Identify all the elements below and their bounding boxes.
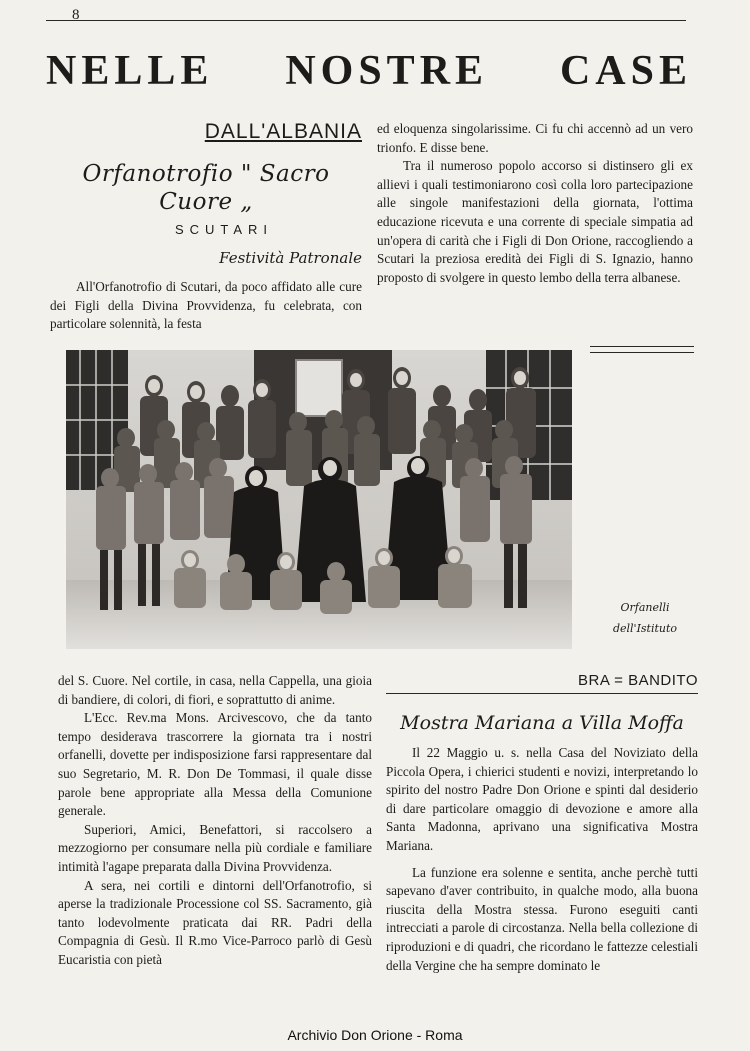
paragraph: del S. Cuore. Nel cortile, in casa, nella Cappella, una gioia di bandiere, di colori, di fiori, e soprattutto di anime.: [58, 673, 372, 707]
paragraph: L'Ecc. Rev.ma Mons. Arcivescovo, che da tanto tempo desiderava trascorrere la giornata tra i nostri orfanelli, dovette per indisposizione farsi rappresentare dal suo Segretario, M. R. Don De Tommasi, il quale disse parole bene appropriate alla Messa della Comunione generale.: [58, 710, 372, 819]
paragraph: ed eloquenza singolarissime. Ci fu chi accennò ad un vero trionfo. E disse bene.: [377, 121, 693, 155]
photo-caption-line: dell'Istituto: [612, 622, 678, 635]
photo-caption: [600, 597, 690, 639]
double-rule: [590, 346, 694, 353]
archive-footer: Archivio Don Orione - Roma: [287, 1027, 463, 1043]
page-number: 8: [72, 7, 80, 23]
photo-caption-line: Orfanelli: [620, 601, 670, 614]
institute-title: Orfanotrofio " Sacro Cuore „: [82, 161, 330, 215]
article-albania-header-column: [50, 120, 362, 334]
paragraph: La funzione era solenne e sentita, anche perchè tutti sapevano d'aver contribuito, in qualche modo, alla buona riuscita della Mostra stessa. Furono eseguiti canti intrecciati a parole di circostanza. Nella bella collezione di riproduzioni e di quadri, che ricordano le fattezze celestiali della Vergine che ha sempre dominato le: [386, 864, 698, 973]
paragraph: Il 22 Maggio u. s. nella Casa del Noviziato della Piccola Opera, i chierici studenti e novizi, interpretando lo spirito del nostro Padre Don Orione e spinti dal desiderio di dare particolare omaggio di devozione e amore alla Santa Madonna, aprivano una significativa Mostra Mariana.: [386, 745, 698, 853]
page-title: NELLE NOSTRE CASE: [46, 48, 692, 94]
paragraph: All'Orfanotrofio di Scutari, da poco affidato alle cure dei Figli della Divina Provvidenza, fu celebrata, con particolare solennità, la festa: [50, 279, 362, 332]
article-albania-continuation-column: [377, 120, 693, 287]
city-name: SCUTARI: [174, 222, 274, 238]
group-photo-image: [66, 350, 572, 649]
group-photo: [66, 350, 572, 649]
paragraph: A sera, nei cortili e dintorni dell'Orfanotrofio, si aperse la tradizionale Processione col SS. Sacramento, già tanto lodevolmente praticata dai RR. Padri della Compagnia di Gesù. Il R.mo Vice-Parroco parlò di Gesù Eucaristia con pietà: [58, 877, 372, 967]
subheading-festivity: Festività Patronale: [219, 249, 362, 268]
top-rule: [46, 20, 686, 21]
section-heading-bra: BRA = BANDITO: [386, 672, 698, 694]
article-albania-bottom-column: [58, 672, 372, 970]
paragraph: Tra il numeroso popolo accorso si distinsero gli ex allievi i quali testimoniarono così colla loro partecipazione alle singole manifestazioni della giornata, l'ottima educazione ricevuta e una corrente di speciale simpatia ad un'opera di carità che i Figli di Don Orione, raccogliendo a Scutari la preziosa eredità dei Figli di S. Ignazio, hanno proposto di svolgere in questo lembo della terra albanese.: [377, 158, 693, 285]
paragraph: Superiori, Amici, Benefattori, si raccolsero a mezzogiorno per consumare nella più cordiale e familiare intimità l'agape preparata dalla Divina Provvidenza.: [58, 821, 372, 874]
section-heading-albania: DALL'ALBANIA: [204, 120, 362, 143]
article-bra-column: [386, 672, 698, 975]
exhibit-title: Mostra Mariana a Villa Moffa: [400, 712, 684, 734]
